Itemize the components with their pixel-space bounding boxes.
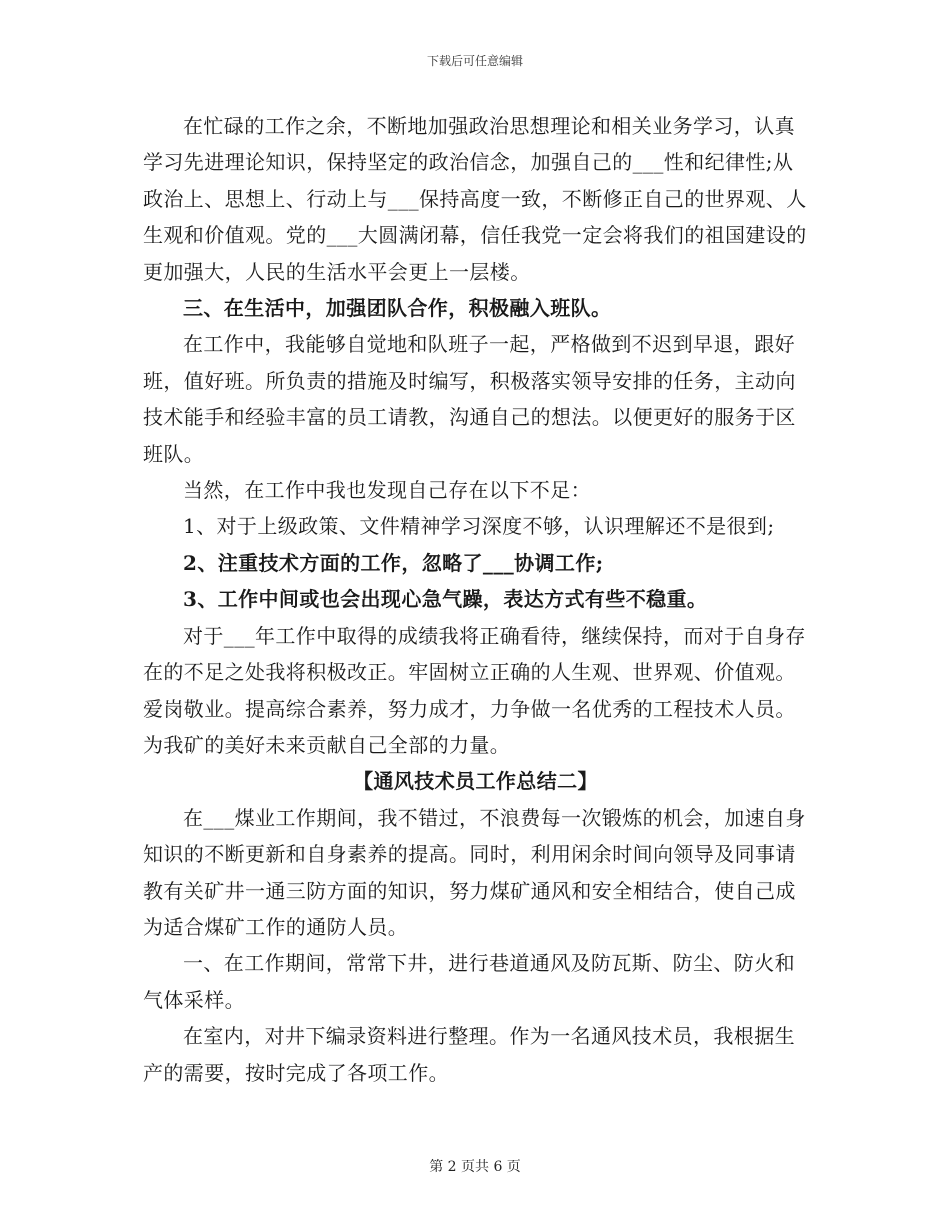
paragraph-political-study: 在忙碌的工作之余，不断地加强政治思想理论和相关业务学习，认真学习先进理论知识，保持坚定的政治信念，加强自己的___性和纪律性;从政治上、思想上、行动上与___保持高度一致，不断修正自己的世界观、人生观和价值观。党的___大圆满闭幕，信任我党一定会将我们的祖国建设的更加强大，人民的生活水平会更上一层楼。	[143, 114, 807, 284]
document-body	[143, 108, 808, 1091]
paragraph-coal-industry: 在___煤业工作期间，我不错过，不浪费每一次锻炼的机会，加速自身知识的不断更新和自身素养的提高。同时，利用闲余时间向领导及同事请教有关矿井一通三防方面的知识，努力煤矿通风和安全相结合，使自己成为适合煤矿工作的通防人员。	[143, 805, 806, 939]
paragraph-underground-work: 一、在工作期间，常常下井，进行巷道通风及防瓦斯、防尘、防火和气体采样。	[143, 951, 795, 1012]
paragraph-indoor-work: 在室内，对井下编录资料进行整理。作为一名通风技术员，我根据生产的需要，按时完成了各项工作。	[143, 1024, 795, 1085]
list-item-shortcoming-3: 3、工作中间或也会出现心急气躁，表达方式有些不稳重。	[183, 587, 708, 612]
list-item-shortcoming-2: 2、注重技术方面的工作，忽略了___协调工作;	[183, 550, 604, 575]
list-item-shortcoming-1: 1、对于上级政策、文件精神学习深度不够，认识理解还不是很到;	[183, 514, 775, 539]
paragraph-work-attitude: 在工作中，我能够自觉地和队班子一起，严格做到不迟到早退，跟好班，值好班。所负责的措施及时编写，积极落实领导安排的任务，主动向技术能手和经验丰富的员工请教，沟通自己的想法。以便更好的服务于区班队。	[143, 332, 796, 466]
page-number: 第 2 页共 6 页	[429, 1159, 521, 1175]
section-title-summary-two: 【通风技术员工作总结二】	[353, 769, 598, 794]
paragraph-shortcomings-intro: 当然，在工作中我也发现自己存在以下不足：	[183, 478, 591, 503]
paragraph-conclusion: 对于___年工作中取得的成绩我将正确看待，继续保持，而对于自身存在的不足之处我将积极改正。牢固树立正确的人生观、世界观、价值观。爱岗敬业。提高综合素养，努力成才，力争做一名优秀的工程技术人员。为我矿的美好未来贡献自己全部的力量。	[143, 623, 806, 757]
section-heading-teamwork: 三、在生活中，加强团队合作，积极融入班队。	[183, 296, 612, 321]
header-note: 下载后可任意编辑	[426, 54, 523, 68]
